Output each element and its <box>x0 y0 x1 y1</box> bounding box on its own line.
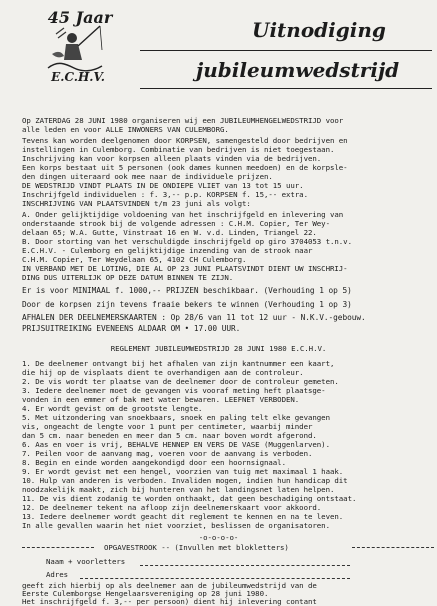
club-logo <box>30 8 120 92</box>
rule-line: die hij op de visplaats dient te overhandigen aan de controleur. <box>22 368 304 377</box>
intro-line: onderstaande strook bij de volgende adressen : C.H.M. Copier, Ter Wey- <box>22 219 330 228</box>
rule-line: 3. Iedere deelnemer moet de gevangen vis vooraf meting heft plaatsge- <box>22 386 326 395</box>
rule-line: 7. Peilen voor de aanvang mag, voeren voor de aanvang is verboden. <box>22 449 313 458</box>
rule-line: vonden in een emmer of bak met water bewaren. LEEFNET VERBODEN. <box>22 395 300 404</box>
cut-line-left <box>22 547 94 548</box>
intro-line: E.C.H.V. - Culemborg en gelijktijdige inzending van de strook naar <box>22 246 313 255</box>
rule-line: 10. Hulp van anderen is verboden. Invaliden mogen, indien hun handicap dit <box>22 476 348 485</box>
intro-line: B. Door storting van het verschuldigde inschrijfgeld op giro 3704053 t.n.v. <box>22 237 352 246</box>
rule-line: 13. Iedere deelnemer wordt geacht dit reglement te kennen en na te leven. <box>22 512 344 521</box>
intro-line: C.H.M. Copier, Ter Weydelaan 65, 4102 CH Culemborg. <box>22 255 247 264</box>
cut-line-right <box>352 547 434 548</box>
intro-line: alle leden en voor ALLE INWONERS VAN CULEMBORG. <box>22 125 229 134</box>
rule-line: 4. Er wordt gevist om de grootste lengte. <box>22 404 203 413</box>
title-rule-bottom <box>140 88 432 89</box>
rule-line: dan 5 cm. naar beneden en meer dan 5 cm. naar boven wordt afgerond. <box>22 431 317 440</box>
rule-line: 1. De deelnemer ontvangt bij het afhalen van zijn kantnummer een kaart, <box>22 359 335 368</box>
intro-line: IN VERBAND MET DE LOTING, DIE AL OP 23 JUNI PLAATSVINDT DIENT UW INSCHRIJ- <box>22 264 348 273</box>
intro-line: Tevens kan worden deelgenomen door KORPSEN, samengesteld door bedrijven en <box>22 136 348 145</box>
reglement-title: REGLEMENT JUBILEUMWEDSTRIJD 28 JUNI 1980 E.C.H.V. <box>110 344 327 353</box>
section-divider-mark: -o-o-o-o- <box>198 533 239 542</box>
prize-line: Door de korpsen zijn tevens fraaie bekers te winnen (Verhouding 1 op 3) <box>22 300 352 309</box>
intro-line: Inschrijfgeld individuelen : f. 3,-- p.p. KORPSEN f. 15,-- extra. <box>22 190 308 199</box>
intro-line: DE WEDSTRIJD VINDT PLAATS IN DE ONDIEPE VLIET van 13 tot 15 uur. <box>22 181 304 190</box>
intro-line: den dingen uiteraard ook mee naar de individuele prijzen. <box>22 172 273 181</box>
intro-line: instellingen in Culemborg. Combinatie van bedrijven is niet toegestaan. <box>22 145 335 154</box>
prize-line: PRIJSUITREIKING EVENEENS ALDAAR OM • 17.00 UUR. <box>22 324 241 333</box>
prize-line: Er is voor MINIMAAL f. 1000,-- PRIJZEN beschikbaar. (Verhouding 1 op 5) <box>22 286 352 295</box>
name-field-label: Naam + voorletters <box>46 557 126 566</box>
intro-line: DING DUS UITERLIJK OP DEZE DATUM BINNEN TE ZIJN. <box>22 273 234 282</box>
rule-line: 11. De vis dient zodanig te worden onthaakt, dat geen beschadiging ontstaat. <box>22 494 357 503</box>
strip-label: OPGAVESTROOK -- (Invullen met blokletters) <box>104 543 289 552</box>
logo-anniversary-text: 45 Jaar <box>47 8 113 27</box>
rule-line: 5. Met uitzondering van snoekbaars, snoek en paling telt elke gevangen <box>22 413 330 422</box>
intro-line: Inschrijving kan voor korpsen alleen plaats vinden via de bedrijven. <box>22 154 322 163</box>
intro-line: delaan 65; W.A. Gutte, Vinstraat 16 en W. v.d. Linden, Triangel 22. <box>22 228 317 237</box>
title-invitation: Uitnodiging <box>252 18 386 42</box>
strip-footer-line: geeft zich hierbij op als deelnemer aan de jubileumwedstrijd van de <box>22 581 317 590</box>
rule-line: vis, ongeacht de lengte voor 1 punt per centimeter, waarbij minder <box>22 422 313 431</box>
rule-line: noodzakelijk maakt, zich bij hunteren van het landingsnet laten helpen. <box>22 485 335 494</box>
title-jubilee-match: jubileumwedstrijd <box>196 58 400 82</box>
intro-line: INSCHRIJVING VAN PLAATSVINDEN t/m 23 juni als volgt: <box>22 199 251 208</box>
intro-line: A. Onder gelijktijdige voldoening van het inschrijfgeld en inlevering van <box>22 210 344 219</box>
rule-line: In alle gevallen waarin het niet voorziet, beslissen de organisatoren. <box>22 521 330 530</box>
fisherman-emblem-icon <box>44 24 106 74</box>
name-field-line[interactable] <box>140 565 350 566</box>
intro-line: Een korps bestaat uit 5 personen (ook dames kunnen meedoen) en de korpsle- <box>22 163 348 172</box>
logo-club-name: E.C.H.V. <box>51 70 105 84</box>
rule-line: 6. Aas en voer is vrij, BEHALVE HENNEP EN VERS DE VASE (Muggenlarven). <box>22 440 330 449</box>
strip-footer-line: Het inschrijfgeld f. 3,-- per persoon) dient hij inlevering contant <box>22 597 317 606</box>
prize-line: AFHALEN DER DEELNEMERSKAARTEN : Op 28/6 van 11 tot 12 uur - N.K.V.-gebouw. <box>22 313 366 322</box>
rule-line: 9. Er wordt gevist met een hengel, voorzien van tuig met maximaal 1 haak. <box>22 467 344 476</box>
title-rule-top <box>140 50 432 51</box>
address-field-label: Adres <box>46 570 68 579</box>
rule-line: 8. Begin en einde worden aangekondigd door een hoornsignaal. <box>22 458 286 467</box>
strip-footer-line: Eerste Culemborgse Hengelaarsvereniging op 28 juni 1980. <box>22 589 269 598</box>
rule-line: 2. De vis wordt ter plaatse van de deelnemer door de controleur gemeten. <box>22 377 339 386</box>
address-field-line[interactable] <box>80 578 350 579</box>
rule-line: 12. De deelnemer tekent na afloop zijn deelnemerskaart voor akkoord. <box>22 503 322 512</box>
intro-line: Op ZATERDAG 28 JUNI 1980 organiseren wij een JUBILEUMHENGELWEDSTRIJD voor <box>22 116 344 125</box>
